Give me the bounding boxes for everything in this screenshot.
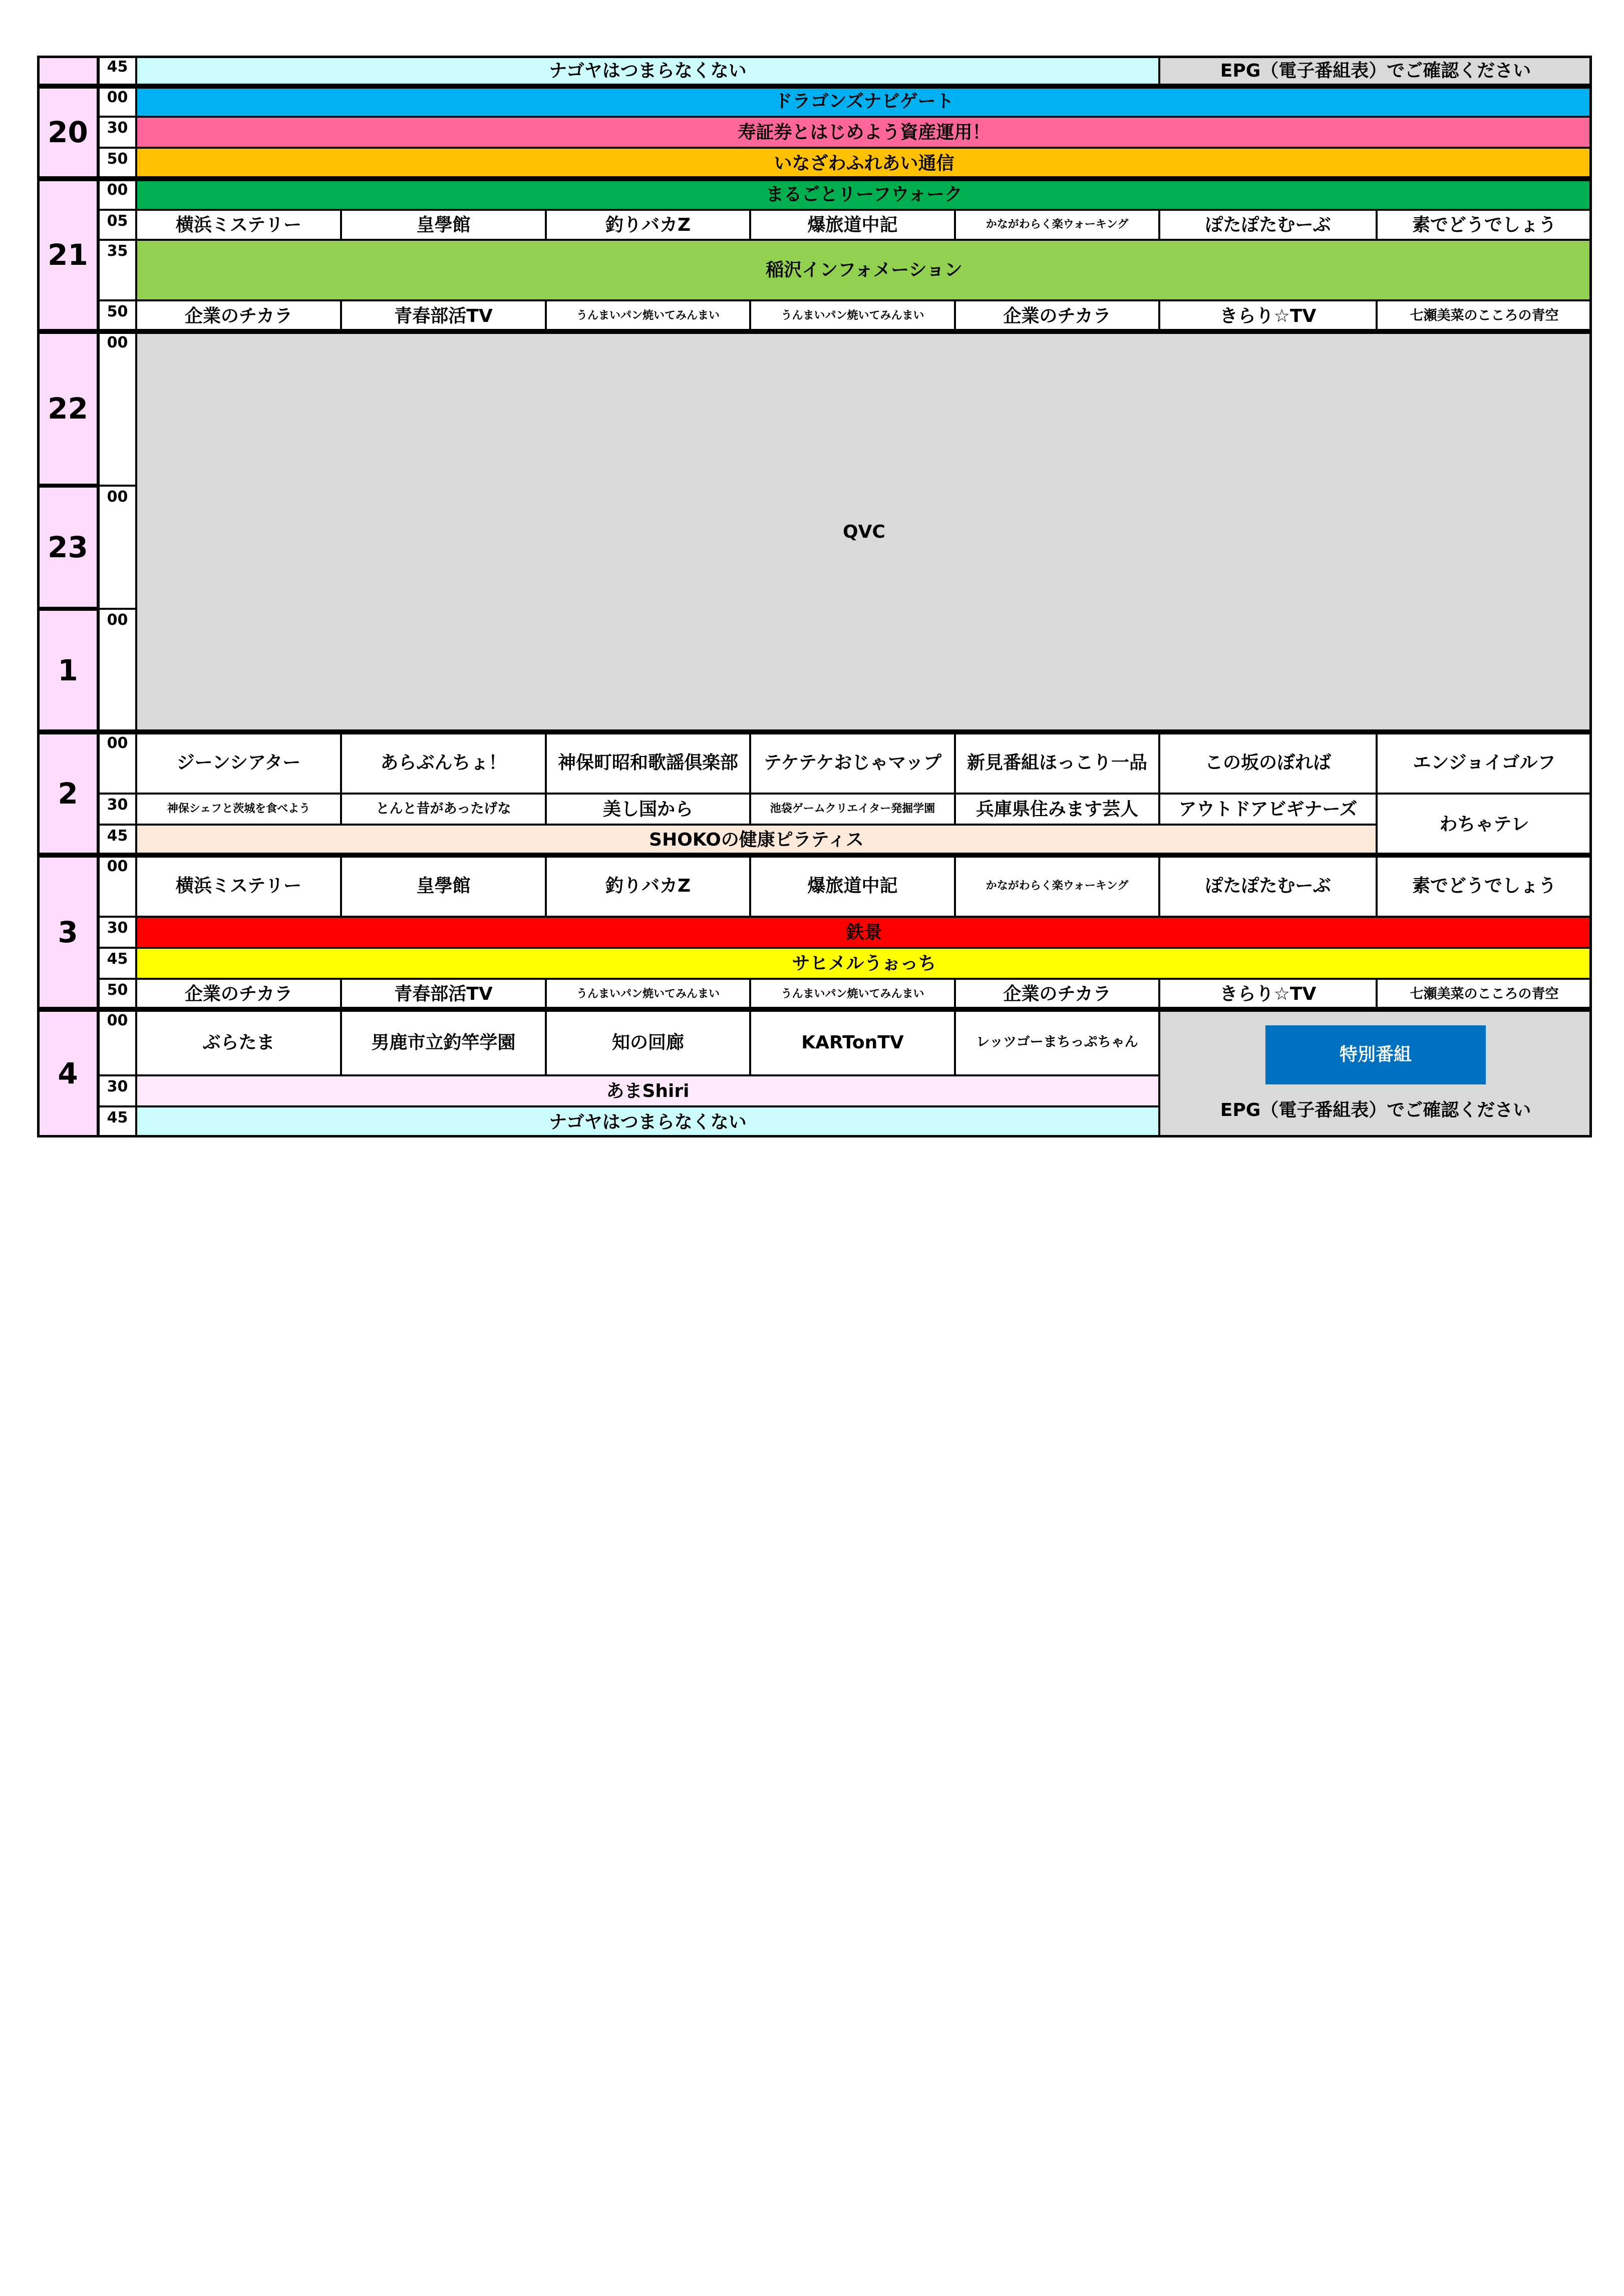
program-kigyo: 企業のチカラ bbox=[136, 979, 341, 1009]
minute-label: 30 bbox=[99, 917, 136, 948]
program-tekkei: 鉄景 bbox=[136, 917, 1592, 948]
program-kogakukan: 皇學館 bbox=[341, 210, 546, 240]
minute-label: 50 bbox=[99, 148, 136, 179]
program-tsuribaka: 釣りバカZ bbox=[546, 210, 750, 240]
minute-label: 30 bbox=[99, 117, 136, 148]
program-chino: 知の回廊 bbox=[546, 1009, 750, 1075]
program-kanagawa: かながわらく楽ウォーキング bbox=[955, 855, 1159, 917]
program-umashi: 美し国から bbox=[546, 794, 750, 825]
minute-label: 45 bbox=[99, 1106, 136, 1137]
hour-4: 4 bbox=[37, 1009, 99, 1137]
program-kigyo: 企業のチカラ bbox=[955, 300, 1159, 331]
minute-label: 05 bbox=[99, 210, 136, 240]
program-konosaka: この坂のぼれば bbox=[1159, 732, 1377, 794]
program-potapota: ぽたぽたむーぶ bbox=[1159, 210, 1377, 240]
program-unmai: うんまいパン焼いてみんまい bbox=[546, 979, 750, 1009]
special-program-tag: 特別番組 bbox=[1265, 1025, 1486, 1084]
program-sahimeru: サヒメルうぉっち bbox=[136, 948, 1592, 979]
program-letsgo: レッツゴーまちっぷちゃん bbox=[955, 1009, 1159, 1075]
program-dragons: ドラゴンズナビゲート bbox=[136, 86, 1592, 117]
program-inazawa-info: 稲沢インフォメーション bbox=[136, 240, 1592, 300]
minute-label: 30 bbox=[99, 1075, 136, 1106]
program-nagoya: ナゴヤはつまらなくない bbox=[136, 56, 1159, 86]
program-teketeke: テケテケおじゃマップ bbox=[750, 732, 955, 794]
program-inazawa: いなざわふれあい通信 bbox=[136, 148, 1592, 179]
minute-label: 00 bbox=[99, 855, 136, 917]
program-niimi: 新見番組ほっこり一品 bbox=[955, 732, 1159, 794]
minute-label: 00 bbox=[99, 331, 136, 486]
minute-label: 45 bbox=[99, 948, 136, 979]
tv-schedule-grid bbox=[37, 56, 1592, 1137]
program-kanagawa: かながわらく楽ウォーキング bbox=[955, 210, 1159, 240]
program-amashiri: あまShiri bbox=[136, 1075, 1159, 1106]
program-jimbocho: 神保町昭和歌謡倶楽部 bbox=[546, 732, 750, 794]
program-jean: ジーンシアター bbox=[136, 732, 341, 794]
minute-label: 50 bbox=[99, 979, 136, 1009]
hour-22: 22 bbox=[37, 331, 99, 486]
program-yokohama: 横浜ミステリー bbox=[136, 210, 341, 240]
minute-label: 45 bbox=[99, 56, 136, 86]
minute-label: 50 bbox=[99, 300, 136, 331]
hour-top bbox=[37, 56, 99, 86]
program-kirari: きらり☆TV bbox=[1159, 979, 1377, 1009]
minute-label: 00 bbox=[99, 179, 136, 210]
program-marugoto: まるごとリーフウォーク bbox=[136, 179, 1592, 210]
hour-2: 2 bbox=[37, 732, 99, 855]
program-qvc: QVC bbox=[136, 331, 1592, 732]
minute-label: 00 bbox=[99, 732, 136, 794]
program-arabun: あらぶんちょ！ bbox=[341, 732, 546, 794]
program-kotobuki: 寿証券とはじめよう資産運用！ bbox=[136, 117, 1592, 148]
program-nanase: 七瀬美菜のこころの青空 bbox=[1377, 300, 1592, 331]
program-bakuryo: 爆旅道中記 bbox=[750, 210, 955, 240]
program-shoko: SHOKOの健康ピラティス bbox=[136, 825, 1377, 855]
program-bakuryo: 爆旅道中記 bbox=[750, 855, 955, 917]
program-kirari: きらり☆TV bbox=[1159, 300, 1377, 331]
minute-label: 00 bbox=[99, 86, 136, 117]
program-enjoy: エンジョイゴルフ bbox=[1377, 732, 1592, 794]
program-ogashi: 男鹿市立釣竿学園 bbox=[341, 1009, 546, 1075]
program-unmai: うんまいパン焼いてみんまい bbox=[750, 300, 955, 331]
program-karton: KARTonTV bbox=[750, 1009, 955, 1075]
program-potapota: ぽたぽたむーぶ bbox=[1159, 855, 1377, 917]
hour-23: 23 bbox=[37, 486, 99, 609]
program-kigyo: 企業のチカラ bbox=[136, 300, 341, 331]
program-sude: 素でどうでしょう bbox=[1377, 210, 1592, 240]
program-nagoya: ナゴヤはつまらなくない bbox=[136, 1106, 1159, 1137]
program-kogakukan: 皇學館 bbox=[341, 855, 546, 917]
program-seishun: 青春部活TV bbox=[341, 300, 546, 331]
program-tsuribaka: 釣りバカZ bbox=[546, 855, 750, 917]
program-buratama: ぶらたま bbox=[136, 1009, 341, 1075]
program-wachatele: わちゃテレ bbox=[1377, 794, 1592, 855]
special-program-block bbox=[1159, 1009, 1592, 1137]
program-unmai: うんまいパン焼いてみんまい bbox=[750, 979, 955, 1009]
hour-1: 1 bbox=[37, 609, 99, 732]
program-tonto: とんと昔があったげな bbox=[341, 794, 546, 825]
hour-21: 21 bbox=[37, 179, 99, 331]
program-outdoor: アウトドアビギナーズ bbox=[1159, 794, 1377, 825]
program-nanase: 七瀬美菜のこころの青空 bbox=[1377, 979, 1592, 1009]
hour-20: 20 bbox=[37, 86, 99, 179]
epg-notice: EPG（電子番組表）でご確認ください bbox=[1220, 1100, 1531, 1121]
program-epg-notice: EPG（電子番組表）でご確認ください bbox=[1159, 56, 1592, 86]
program-jimbo-chef: 神保シェフと茨城を食べよう bbox=[136, 794, 341, 825]
minute-label: 45 bbox=[99, 825, 136, 855]
program-sude: 素でどうでしょう bbox=[1377, 855, 1592, 917]
program-yokohama: 横浜ミステリー bbox=[136, 855, 341, 917]
program-seishun: 青春部活TV bbox=[341, 979, 546, 1009]
program-hyogo: 兵庫県住みます芸人 bbox=[955, 794, 1159, 825]
minute-label: 35 bbox=[99, 240, 136, 300]
minute-label: 30 bbox=[99, 794, 136, 825]
minute-label: 00 bbox=[99, 486, 136, 609]
program-kigyo: 企業のチカラ bbox=[955, 979, 1159, 1009]
minute-label: 00 bbox=[99, 1009, 136, 1075]
minute-label: 00 bbox=[99, 609, 136, 732]
program-ikebukuro: 池袋ゲームクリエイター発掘学園 bbox=[750, 794, 955, 825]
hour-3: 3 bbox=[37, 855, 99, 1009]
program-unmai: うんまいパン焼いてみんまい bbox=[546, 300, 750, 331]
